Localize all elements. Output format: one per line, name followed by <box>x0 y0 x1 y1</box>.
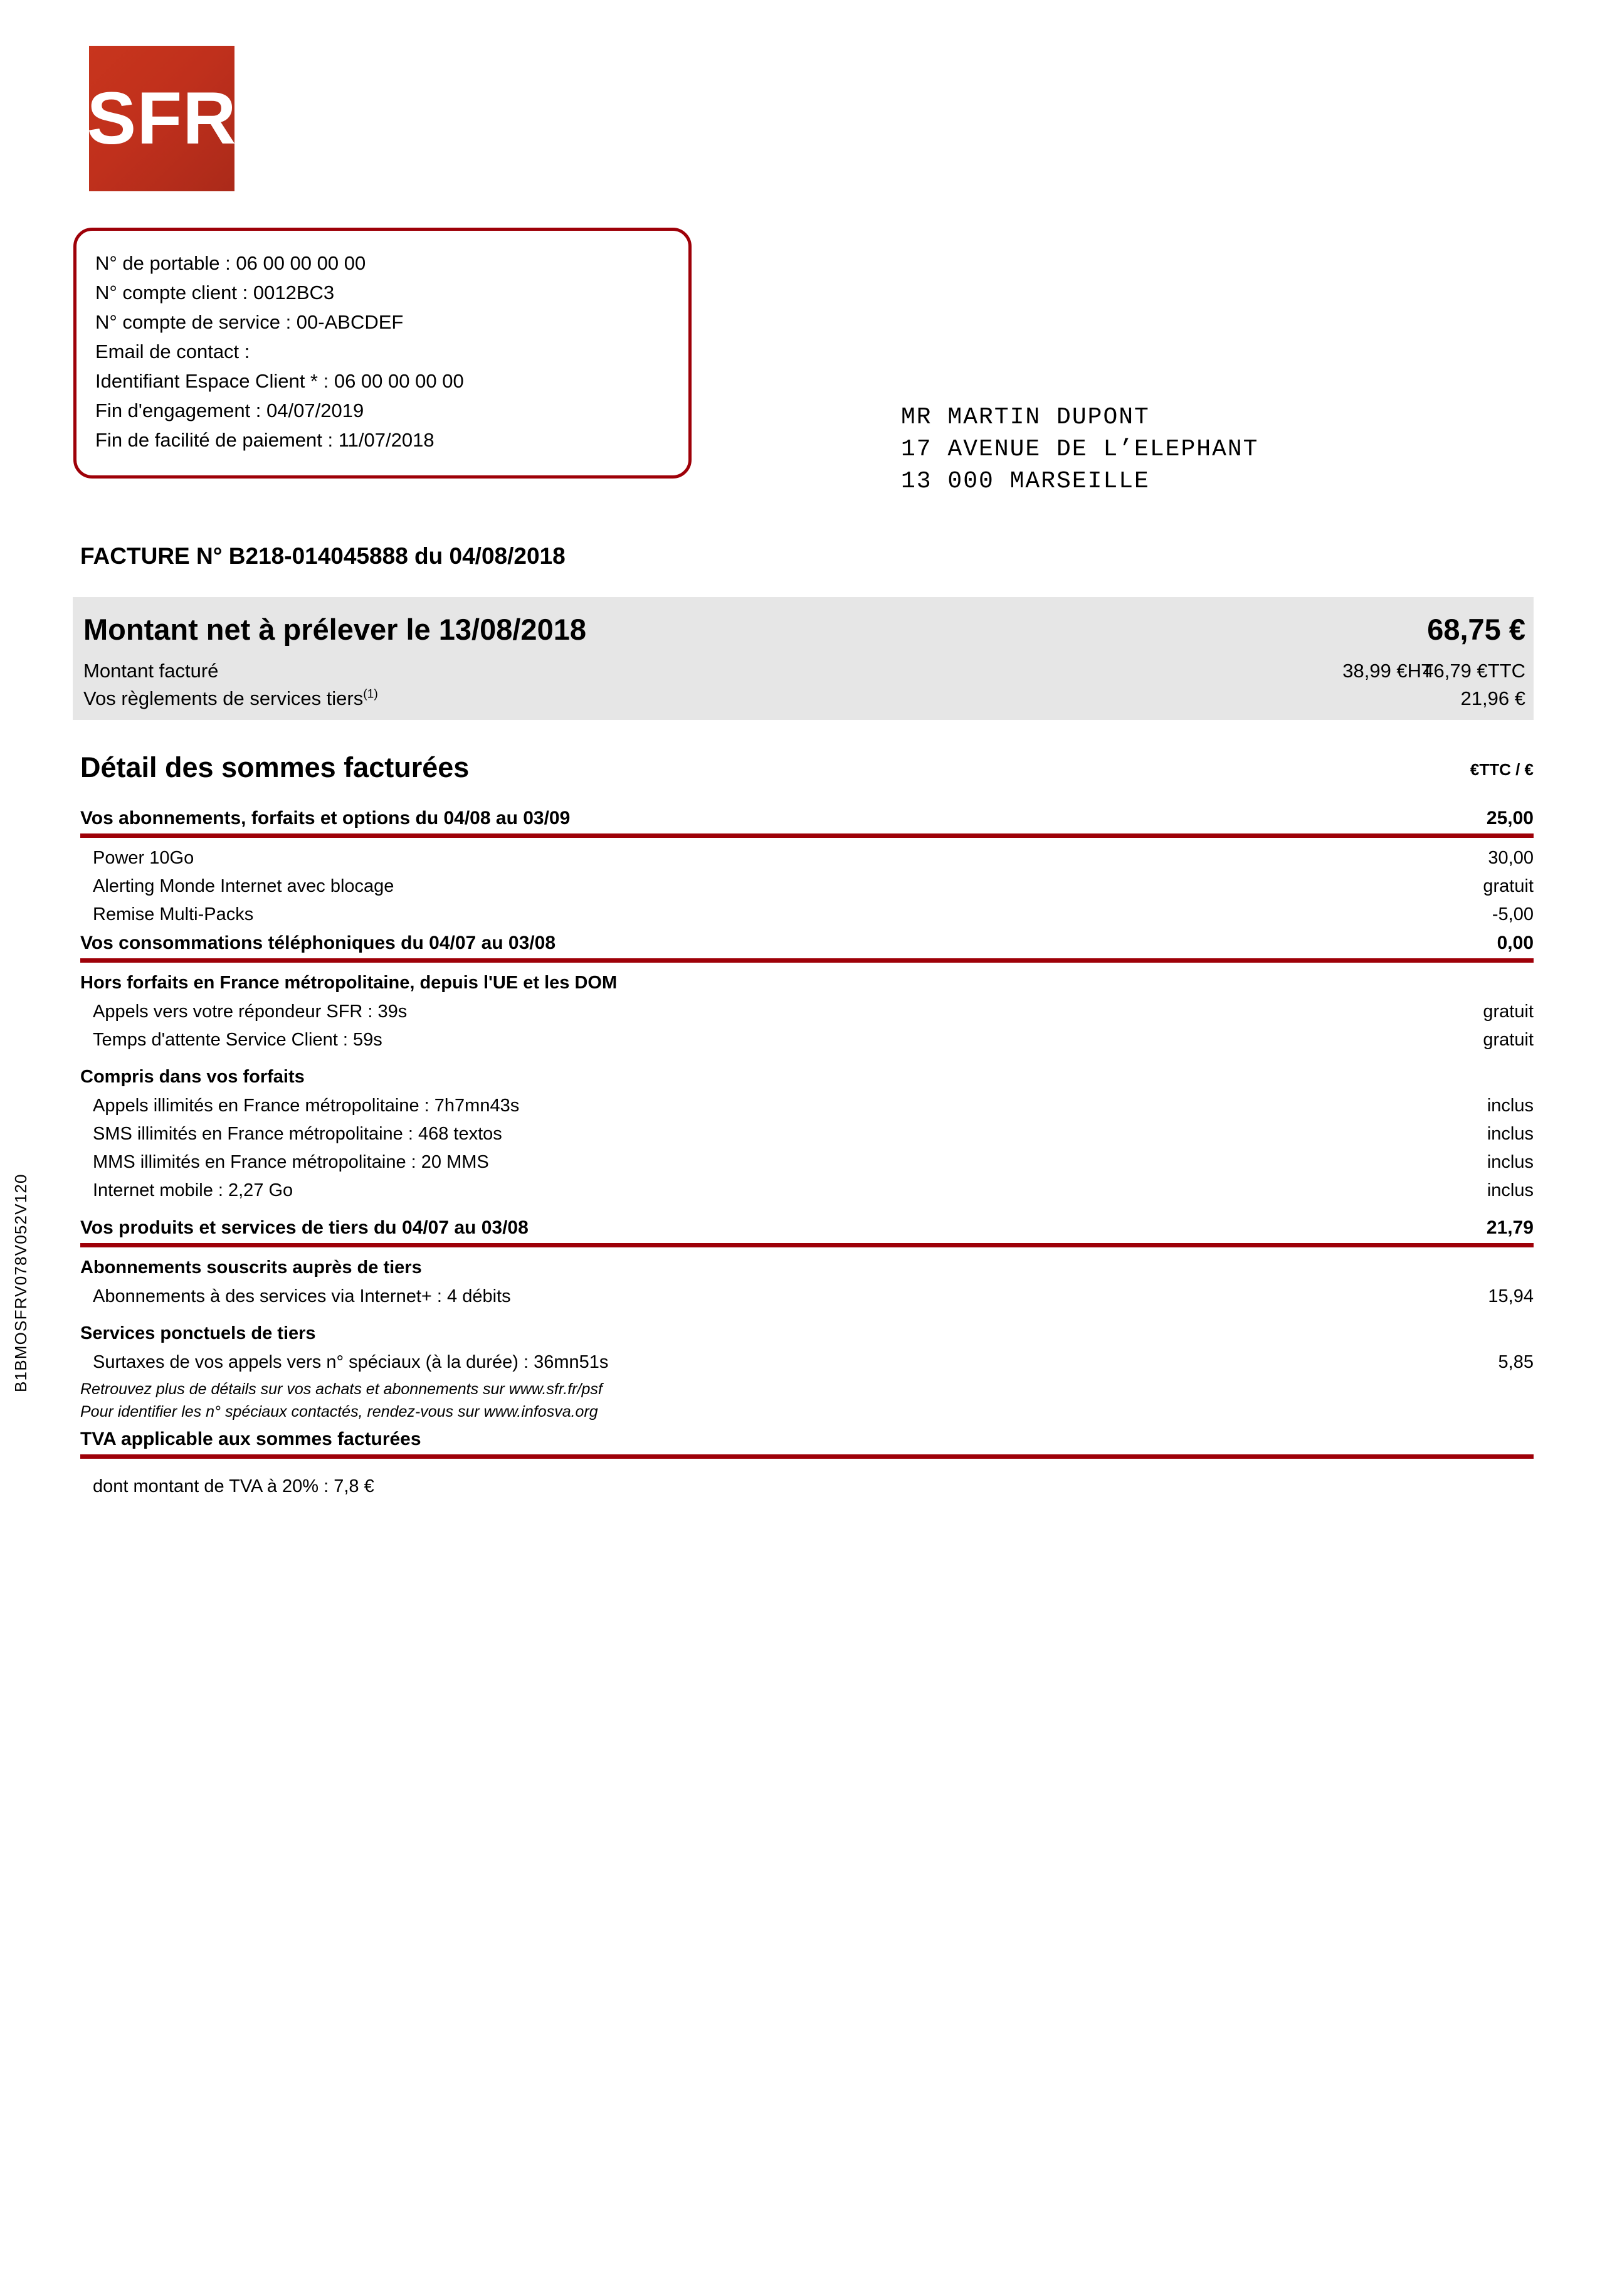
sfr-logo-text: SFR <box>87 77 237 160</box>
line-item-amount: 30,00 <box>1488 848 1534 868</box>
line-item-amount: inclus <box>1487 1124 1534 1144</box>
line-item-amount: gratuit <box>1483 1030 1534 1050</box>
section-label: Vos abonnements, forfaits et options du 04/08 au 03/09 <box>80 808 571 828</box>
line-item-amount: -5,00 <box>1492 904 1534 924</box>
billed-amount-label: Montant facturé <box>83 660 219 682</box>
account-info-line: Identifiant Espace Client * : 06 00 00 00 00 <box>95 370 464 392</box>
third-party-payments-text: Vos règlements de services tiers <box>83 687 364 709</box>
account-info-line: N° de portable : 06 00 00 00 00 <box>95 252 366 274</box>
line-item <box>80 904 1534 925</box>
address-line: MR MARTIN DUPONT <box>901 404 1150 431</box>
line-item <box>80 1152 1534 1173</box>
section-amount: 0,00 <box>1497 933 1534 953</box>
line-item-label: MMS illimités en France métropolitaine : 20 MMS <box>93 1152 489 1172</box>
line-item-amount: 15,94 <box>1488 1286 1534 1306</box>
line-item-label: SMS illimités en France métropolitaine : 468 textos <box>93 1124 502 1144</box>
address-line: 13 000 MARSEILLE <box>901 468 1150 495</box>
account-info-line: Email de contact : <box>95 341 250 362</box>
detail-unit-header: €TTC / € <box>1470 760 1534 779</box>
amount-due-label: Montant net à prélever le 13/08/2018 <box>83 613 586 646</box>
spacer <box>80 1058 1534 1067</box>
invoice-title: FACTURE N° B218-014045888 du 04/08/2018 <box>80 543 566 569</box>
section-label: TVA applicable aux sommes facturées <box>80 1429 421 1449</box>
address-line: 17 AVENUE DE L’ELEPHANT <box>901 436 1259 463</box>
line-item <box>80 1180 1534 1201</box>
line-item-amount: 5,85 <box>1498 1352 1534 1372</box>
section-subscriptions <box>80 808 1534 838</box>
spacer <box>80 1315 1534 1323</box>
line-item-amount: inclus <box>1487 1180 1534 1200</box>
section-third-party <box>80 1217 1534 1247</box>
line-item-amount: gratuit <box>1483 876 1534 896</box>
line-item <box>80 1002 1534 1022</box>
section-vat <box>80 1429 1534 1459</box>
line-item <box>80 848 1534 869</box>
line-item <box>80 1286 1534 1307</box>
postal-address <box>901 401 1259 497</box>
line-item <box>80 876 1534 897</box>
billed-amount-ttc: 46,79 €TTC <box>1423 660 1525 682</box>
third-party-payments-amount: 21,96 € <box>1460 687 1525 709</box>
footnote-marker: (1) <box>363 687 378 701</box>
line-item-amount: gratuit <box>1483 1002 1534 1022</box>
account-info-line: N° compte client : 0012BC3 <box>95 282 335 304</box>
line-item-label: Temps d'attente Service Client : 59s <box>93 1030 382 1050</box>
line-item <box>80 1352 1534 1373</box>
document-reference-code: B1BMOSFRV078V052V120 <box>11 1173 30 1392</box>
line-item-amount: inclus <box>1487 1152 1534 1172</box>
vat-amount-line: dont montant de TVA à 20% : 7,8 € <box>93 1476 374 1496</box>
line-item-label: Appels vers votre répondeur SFR : 39s <box>93 1002 408 1022</box>
group-label: Hors forfaits en France métropolitaine, depuis l'UE et les DOM <box>80 973 618 993</box>
group-out-of-plan <box>80 973 1534 993</box>
section-label: Vos consommations téléphoniques du 04/07 au 03/08 <box>80 933 556 953</box>
account-info-line: Fin de facilité de paiement : 11/07/2018 <box>95 429 434 451</box>
billed-amount-ht: 38,99 €HT <box>1342 660 1433 682</box>
line-item-label: Alerting Monde Internet avec blocage <box>93 876 394 896</box>
line-item-amount: inclus <box>1487 1096 1534 1116</box>
section-phone-usage <box>80 933 1534 963</box>
group-label: Abonnements souscrits auprès de tiers <box>80 1257 422 1278</box>
line-item <box>80 1030 1534 1050</box>
note-line: Pour identifier les n° spéciaux contactés, rendez-vous sur www.infosva.org <box>80 1403 598 1420</box>
section-amount: 25,00 <box>1486 808 1534 828</box>
third-party-notes <box>80 1380 1534 1421</box>
line-item-label: Internet mobile : 2,27 Go <box>93 1180 293 1200</box>
group-third-party-oneoff <box>80 1323 1534 1344</box>
group-label: Services ponctuels de tiers <box>80 1323 316 1343</box>
section-label: Vos produits et services de tiers du 04/07 au 03/08 <box>80 1217 529 1238</box>
line-item-label: Power 10Go <box>93 848 194 868</box>
summary-band <box>73 597 1534 720</box>
account-info-line: N° compte de service : 00-ABCDEF <box>95 311 404 333</box>
line-item-label: Abonnements à des services via Internet+ : 4 débits <box>93 1286 511 1306</box>
third-party-payments-label <box>83 687 378 710</box>
group-label: Compris dans vos forfaits <box>80 1067 305 1087</box>
line-item <box>80 1124 1534 1145</box>
line-item-label: Remise Multi-Packs <box>93 904 254 924</box>
group-included-in-plan <box>80 1067 1534 1087</box>
detail-section-title: Détail des sommes facturées <box>80 751 470 783</box>
account-info-box <box>73 228 692 479</box>
amount-due-value: 68,75 € <box>1427 613 1525 646</box>
detail-rows <box>80 808 1534 1497</box>
line-item <box>80 1096 1534 1116</box>
sfr-logo <box>87 46 237 191</box>
spacer <box>80 1209 1534 1217</box>
section-amount: 21,79 <box>1486 1217 1534 1238</box>
line-item-label: Appels illimités en France métropolitaine : 7h7mn43s <box>93 1096 520 1116</box>
line-item-label: Surtaxes de vos appels vers n° spéciaux (à la durée) : 36mn51s <box>93 1352 609 1372</box>
note-line: Retrouvez plus de détails sur vos achats et abonnements sur www.sfr.fr/psf <box>80 1380 603 1398</box>
group-third-party-subscriptions <box>80 1257 1534 1278</box>
account-info-line: Fin d'engagement : 04/07/2019 <box>95 399 364 421</box>
